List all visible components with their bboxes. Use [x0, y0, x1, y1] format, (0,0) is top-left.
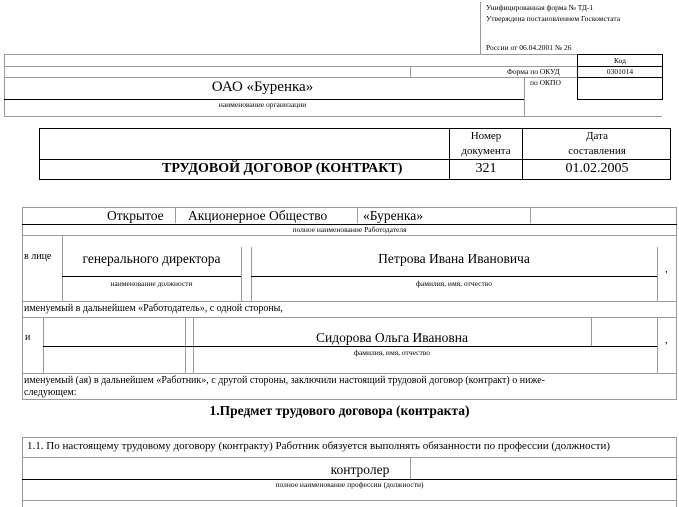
employer-position: генерального директора	[82, 251, 221, 266]
representative-name-rule	[251, 276, 657, 277]
code-header: Код	[614, 56, 626, 65]
employer-word-2: Акционерное Общество	[188, 208, 328, 223]
rule-employer-div3	[530, 207, 531, 223]
rule-employer-caption-bottom	[22, 235, 677, 236]
employee-hereinafter-2: следующем:	[24, 387, 77, 398]
rule-clause-middle	[22, 457, 677, 458]
rule-employer-bottom	[22, 301, 677, 302]
rule-top	[4, 54, 662, 55]
representative-caption: фамилия, имя, отчество	[416, 279, 492, 288]
form-unified-label: Унифицированная форма № ТД-1	[486, 3, 594, 12]
rule-position-left	[62, 235, 63, 301]
organization-caption: наименование организации	[218, 100, 307, 109]
okud-code-value: 0301014	[606, 67, 634, 76]
employer-word-1: Открытое	[107, 208, 164, 223]
rule-okpo-left	[524, 77, 525, 117]
rule-clause-top	[22, 437, 677, 438]
rule-left-edge	[4, 54, 5, 117]
rule-employee-bottom	[22, 373, 677, 374]
code-box-rule2	[577, 77, 663, 78]
employee-comma: ,	[665, 334, 668, 346]
document-number-header-1: Номер	[470, 130, 502, 142]
rule-okud-divider	[410, 66, 411, 77]
employer-representative-name: Петрова Ивана Ивановича	[378, 251, 530, 266]
position-rule	[62, 276, 241, 277]
rule-okud-top	[4, 66, 662, 67]
form-approved-label: Утверждена постановлением Госкомстата	[486, 14, 621, 23]
document-date-header-2: составления	[568, 145, 626, 157]
okud-label: Форма по ОКУД	[507, 67, 560, 76]
organization-name: ОАО «Буренка»	[211, 79, 314, 95]
employee-caption: фамилия, имя, отчество	[354, 348, 430, 357]
document-number-header-2: документа	[461, 145, 511, 157]
contract-header-rule	[39, 159, 671, 160]
document-number-value: 321	[475, 161, 497, 176]
document-date-header-1: Дата	[586, 130, 608, 142]
rule-main-bottom	[22, 399, 677, 400]
rule-employee-top	[22, 317, 677, 318]
rule-position-right	[241, 247, 242, 301]
employee-name: Сидорова Ольга Ивановна	[316, 330, 468, 345]
clause-1-1: 1.1. По настоящему трудовому договору (контракту) Работник обязуется выполнять обязанности по профессии (должности)	[27, 440, 610, 452]
rule-employee-left	[43, 317, 44, 373]
rule-clause-left	[22, 437, 23, 507]
in-person-label: в лице	[24, 251, 52, 262]
rule-employee-right	[657, 317, 658, 373]
position-caption: наименование должности	[110, 279, 193, 288]
rule-clause-right	[676, 437, 677, 507]
header-note-border	[480, 2, 481, 54]
rule-org-bottom	[4, 116, 662, 117]
rule-profession-right	[410, 457, 411, 479]
okpo-label: по ОКПО	[530, 78, 561, 87]
rule-employer-div2	[357, 207, 358, 223]
document-date-value: 01.02.2005	[565, 161, 629, 176]
employer-word-3: «Буренка»	[363, 208, 423, 223]
employer-hereinafter: именуемый в дальнейшем «Работодатель», с одной стороны,	[24, 303, 283, 314]
rule-employee-div1	[185, 317, 186, 373]
rule-employer-div1	[175, 207, 176, 223]
employee-name-rule	[43, 346, 657, 347]
section-1-heading: 1.Предмет трудового договора (контракта)	[209, 403, 470, 418]
rule-person-right	[657, 247, 658, 301]
profession-caption: полное наименование профессии (должности)	[275, 480, 424, 489]
and-label: и	[25, 332, 31, 343]
form-decree-label: России от 06.04.2001 № 26	[486, 43, 572, 52]
employer-caption: полное наименование Работодателя	[292, 225, 407, 234]
rule-employee-div3	[591, 317, 592, 347]
profession-value: контролер	[330, 462, 390, 477]
rule-okud-bottom	[4, 77, 662, 78]
employer-comma: ,	[665, 263, 668, 275]
contract-title: ТРУДОВОЙ ДОГОВОР (КОНТРАКТ)	[162, 161, 403, 176]
rule-clause-bottom	[22, 500, 677, 501]
employee-hereinafter-1: именуемый (ая) в дальнейшем «Работник», с другой стороны, заключили настоящий трудовой договор (контракт) о ниже-	[24, 375, 545, 386]
